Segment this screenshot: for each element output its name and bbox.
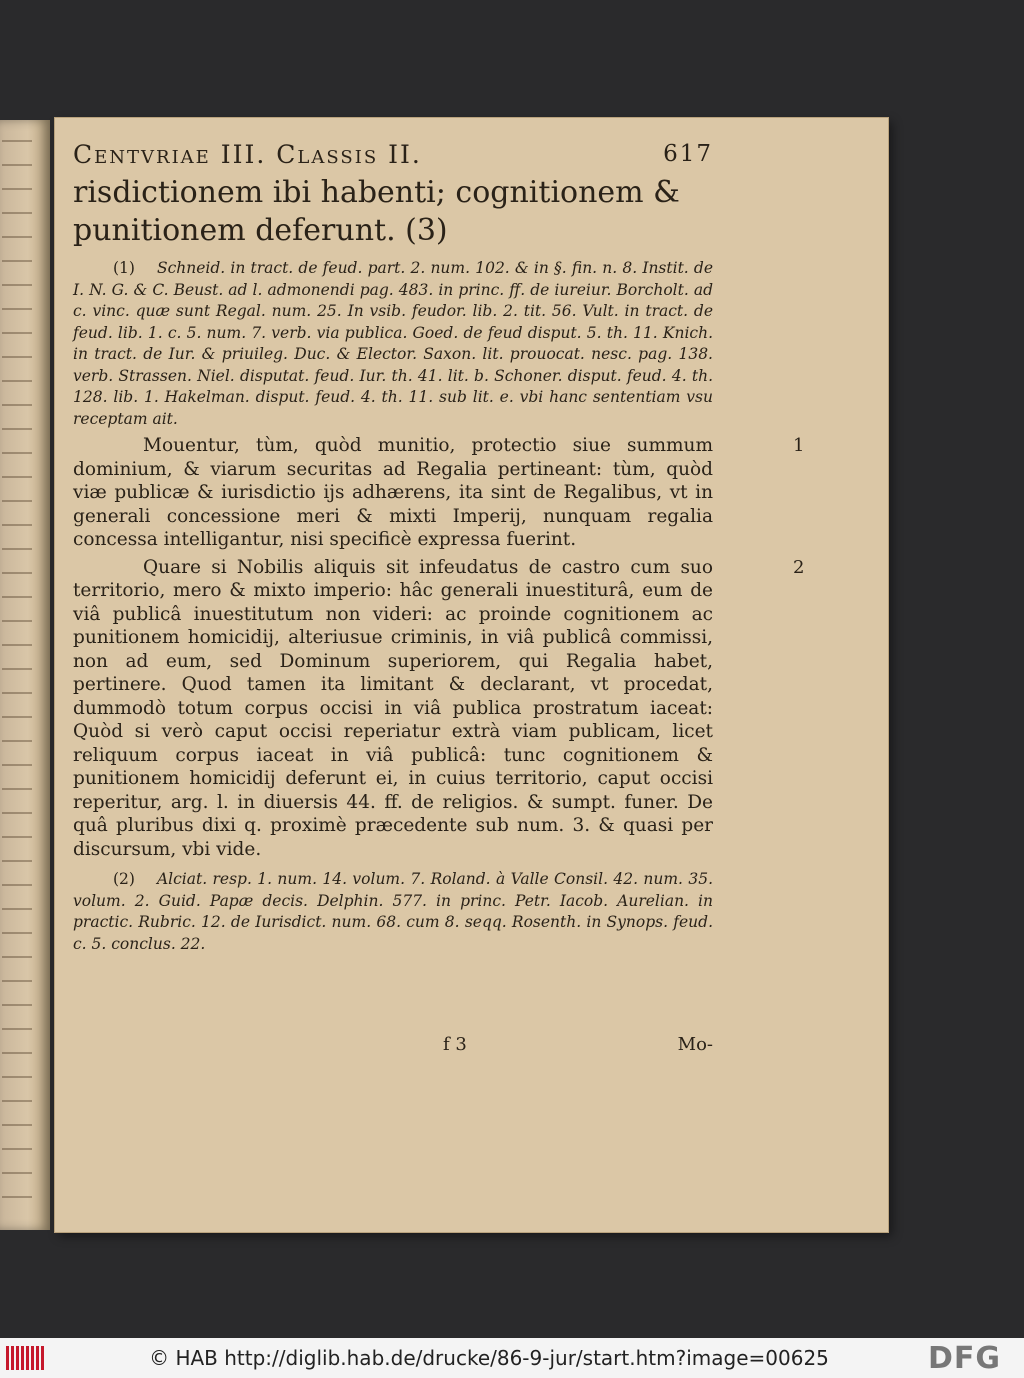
heading-line-1: risdictionem ibi habenti; cognitionem & bbox=[73, 175, 680, 210]
page-number: 617 bbox=[663, 141, 713, 167]
margin-number-2: 2 bbox=[793, 556, 805, 578]
signature-mark: f 3 bbox=[443, 1034, 467, 1055]
book-page bbox=[55, 118, 888, 1232]
copyright-link[interactable]: © HAB http://diglib.hab.de/drucke/86-9-jur/start.htm?image=00625 bbox=[149, 1346, 829, 1370]
dfg-logo: DFG bbox=[928, 1340, 1002, 1376]
page-text-block bbox=[73, 134, 805, 959]
hab-barcode-logo-icon bbox=[6, 1344, 50, 1372]
footnote-1 bbox=[73, 258, 713, 430]
running-head bbox=[73, 134, 713, 174]
footnote-1-mark: (1) bbox=[113, 259, 135, 277]
footnote-1-text: Schneid. in tract. de feud. part. 2. num. 102. & in §. fin. n. 8. Instit. de I. N. G. & C. Beust. ad l. admonendi pag. 483. in princ. ff. de iureiur. Borcholt. ad c. vinc. quæ sunt Regal. num. 25. In vsib. feudor. lib. 2. tit. 56. Vult. in tract. de feud. lib. 1. c. 5. num. 7. verb. via publica. Goed. de feud disput. 5. th. 11. Knich. in tract. de Iur. & priuileg. Duc. & Elector. Saxon. lit. prouocat. nesc. pag. 138. verb. Strassen. Niel. disputat. feud. Iur. th. 41. lit. b. Schoner. disput. feud. 4. th. 128. lib. 1. Hakelman. disput. feud. 4. th. 11. sub lit. e. vbi hanc sententiam vsu receptam ait. bbox=[73, 259, 713, 428]
paragraph-2 bbox=[73, 556, 805, 862]
paragraph-1-text: Mouentur, tùm, quòd munitio, protectio siue summum dominium, & viarum securitas ad Regalia pertineant: tùm, quòd viæ publicæ & iurisdictio ijs adhærens, ita sint de Regalibus, vt in generali concessione meri & mixti Imperij, nunquam regalia concessa intelligantur, nisi specificè expressa fuerint. bbox=[73, 435, 713, 550]
viewer-footer-bar bbox=[0, 1338, 1024, 1378]
margin-number-1: 1 bbox=[793, 435, 805, 456]
page-footer-line bbox=[73, 1034, 713, 1062]
footnote-2-text: Alciat. resp. 1. num. 14. volum. 7. Roland. à Valle Consil. 42. num. 35. volum. 2. Guid. Papæ decis. Delphin. 577. in princ. Petr. Iacob. Aurelian. in practic. Rubric. 12. de Iurisdict. num. 68. cum 8. seqq. Rosenth. in Synops. feud. c. 5. conclus. 22. bbox=[73, 870, 713, 953]
left-page-text-fragment bbox=[2, 140, 32, 1200]
paragraph-2-text: Quare si Nobilis aliquis sit infeudatus de castro cum suo territorio, mero & mixto imperio: hâc generali inuestiturâ, eum de viâ publicâ inuestitutum non videri: ac proinde cognitionem ac punitionem homicidij, alteriusue criminis, in viâ publicâ commissi, non ad eum, sed Dominum superiorem, qui Regalia habet, pertinere. Quod tamen ita limitant & declarant, vt procedat, dummodò totum corpus occisi in viâ publica prostratum iaceat: Quòd si verò caput occisi reperiatur extrà viam publicam, licet reliquum corpus iaceat in viâ publicâ: tunc cognitionem & punitionem homicidij deferunt ei, in cuius territorio, caput occisi reperitur, arg. l. in diuersis 44. ff. de religios. & sumpt. funer. De quâ pluribus dixi q. proximè præcedente sub num. 3. & quasi per discursum, vbi vide. bbox=[73, 556, 713, 860]
left-page-edge bbox=[0, 120, 50, 1230]
footnote-2 bbox=[73, 869, 713, 955]
paragraph-1 bbox=[73, 434, 805, 552]
running-title: Centvriae III. Classis II. bbox=[73, 139, 422, 169]
footnote-2-mark: (2) bbox=[113, 870, 135, 888]
heading-line-2: punitionem deferunt. (3) bbox=[73, 213, 448, 248]
catchword: Mo- bbox=[677, 1034, 713, 1055]
